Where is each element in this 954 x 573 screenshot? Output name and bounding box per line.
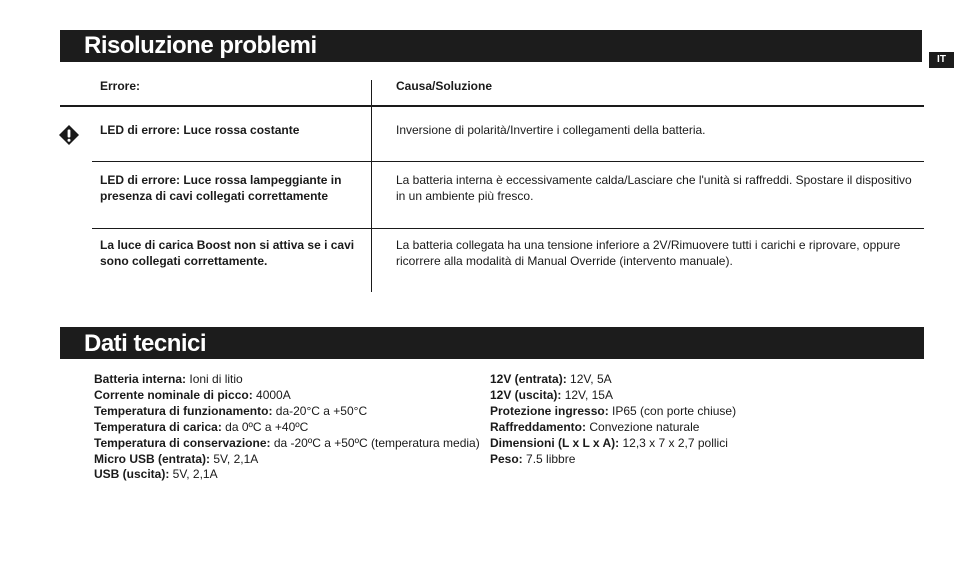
- column-divider: [371, 80, 372, 292]
- spec-row: [490, 372, 736, 388]
- spec-label: USB (uscita):: [94, 467, 170, 482]
- spec-label: Corrente nominale di picco:: [94, 387, 253, 402]
- specs-title: Dati tecnici: [84, 330, 207, 357]
- spec-row: [94, 452, 480, 468]
- spec-value: IP65 (con porte chiuse): [608, 403, 737, 418]
- troubleshooting-title: Risoluzione problemi: [84, 32, 317, 59]
- error-cell: La luce di carica Boost non si attiva se i cavi sono collegati correttamente.: [100, 238, 355, 268]
- spec-row: [94, 388, 480, 404]
- spec-row: [94, 420, 480, 436]
- column-header-solution: Causa/Soluzione: [396, 79, 493, 93]
- spec-label: Temperatura di conservazione:: [94, 435, 271, 450]
- spec-row: [94, 404, 480, 420]
- spec-label: Temperatura di funzionamento:: [94, 403, 273, 418]
- spec-row: [490, 436, 736, 452]
- spec-value: 4000A: [252, 387, 291, 402]
- spec-label: Temperatura di carica:: [94, 419, 222, 434]
- spec-value: da -20ºC a +50ºC (temperatura media): [270, 435, 480, 450]
- spec-value: Ioni di litio: [186, 372, 243, 386]
- spec-value: 7.5 libbre: [522, 451, 576, 466]
- solution-cell: La batteria collegata ha una tensione inferiore a 2V/Rimuovere tutti i carichi e riprovare, oppure ricorrere alla modalità di Manual Override (intervento manuale).: [396, 238, 901, 268]
- spec-label: 12V (entrata):: [490, 372, 567, 386]
- row-divider: [92, 228, 924, 229]
- language-tab: IT: [929, 52, 954, 68]
- specs-list-left: [94, 372, 480, 483]
- spec-label: Batteria interna:: [94, 372, 187, 386]
- spec-label: Dimensioni (L x L x A):: [490, 435, 620, 450]
- spec-row: [490, 404, 736, 420]
- troubleshooting-header-bar: [60, 30, 922, 62]
- spec-row: [94, 467, 480, 483]
- spec-row: [490, 452, 736, 468]
- spec-value: 5V, 2,1A: [169, 467, 218, 482]
- spec-value: 12V, 15A: [561, 387, 613, 402]
- warning-icon: [58, 124, 80, 146]
- spec-row: [94, 372, 480, 388]
- specs-list-right: [490, 372, 736, 467]
- spec-value: 5V, 2,1A: [210, 451, 259, 466]
- spec-label: Micro USB (entrata):: [94, 451, 211, 466]
- error-cell: LED di errore: Luce rossa lampeggiante in presenza di cavi collegati correttamente: [100, 173, 342, 203]
- spec-value: Convezione naturale: [586, 419, 700, 434]
- error-cell: LED di errore: Luce rossa costante: [100, 123, 300, 137]
- specs-header-bar: [60, 327, 924, 359]
- spec-value: 12,3 x 7 x 2,7 pollici: [619, 435, 728, 450]
- spec-label: Peso:: [490, 451, 523, 466]
- spec-label: Protezione ingresso:: [490, 403, 609, 418]
- solution-cell: Inversione di polarità/Invertire i collegamenti della batteria.: [396, 123, 706, 137]
- spec-row: [94, 436, 480, 452]
- spec-label: Raffreddamento:: [490, 419, 587, 434]
- solution-cell: La batteria interna è eccessivamente calda/Lasciare che l'unità si raffreddi. Spostare il dispositivo in un ambiente più fresco.: [396, 173, 912, 203]
- spec-row: [490, 388, 736, 404]
- spec-value: da-20°C a +50°C: [272, 403, 368, 418]
- row-divider: [92, 161, 924, 162]
- header-divider: [60, 105, 924, 107]
- spec-row: [490, 420, 736, 436]
- spec-value: 12V, 5A: [566, 372, 612, 386]
- column-header-error: Errore:: [100, 79, 141, 93]
- spec-value: da 0ºC a +40ºC: [221, 419, 309, 434]
- spec-label: 12V (uscita):: [490, 387, 562, 402]
